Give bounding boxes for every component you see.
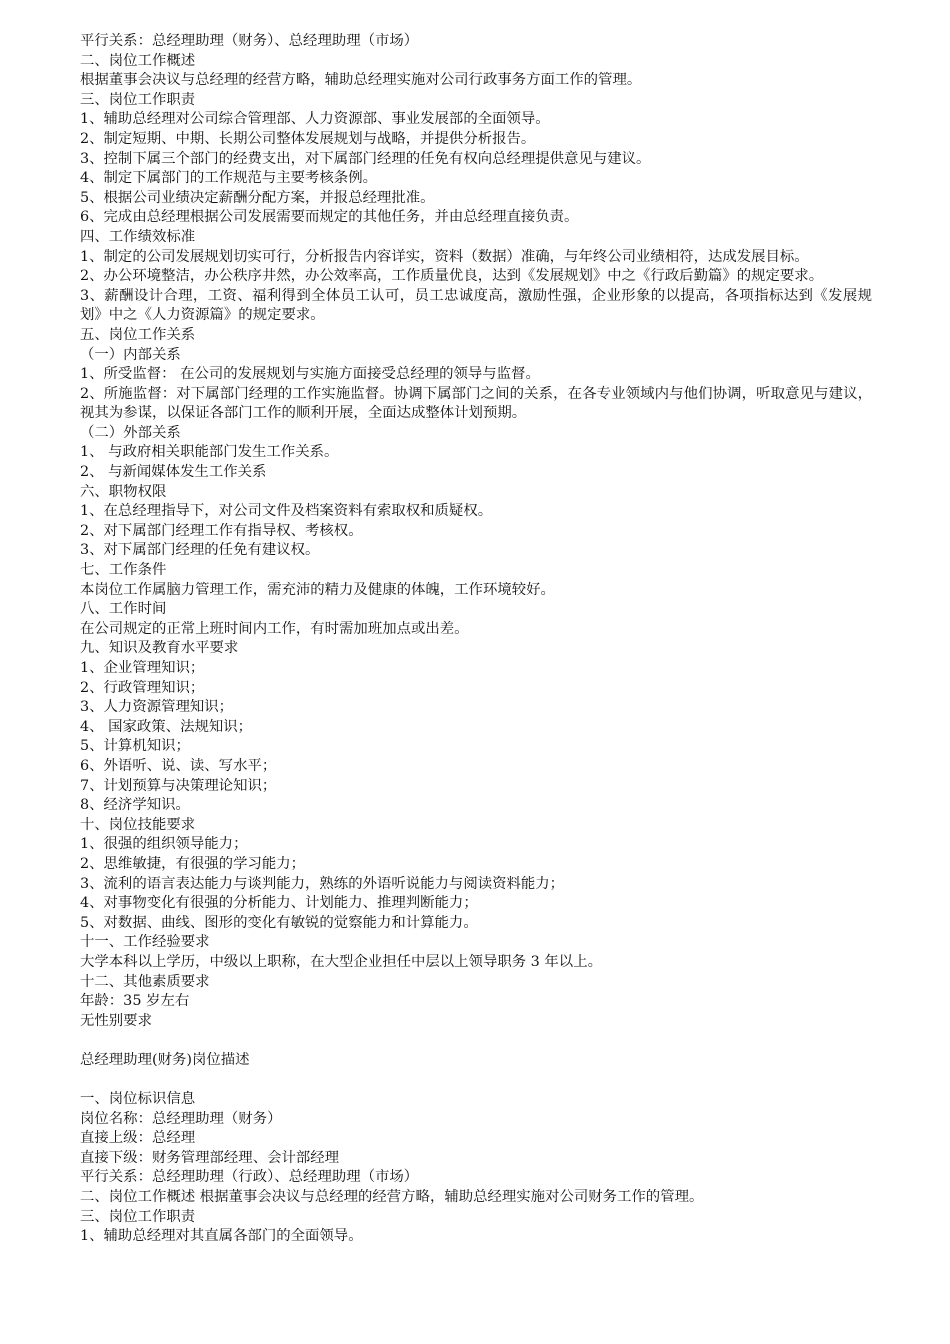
text-line: 3、对下属部门经理的任免有建议权。 <box>80 542 320 559</box>
text-line: 2、办公环境整洁，办公秩序井然，办公效率高，工作质量优良，达到《发展规划》中之《行政后勤篇》的规定要求。 <box>80 268 824 285</box>
text-line: 直接下级：财务管理部经理、会计部经理 <box>80 1149 340 1166</box>
text-line: 岗位名称：总经理助理（财务） <box>80 1110 282 1127</box>
text-line: 无性别要求 <box>80 1012 152 1029</box>
text-line <box>80 1070 872 1090</box>
text-line: 六、职物权限 <box>80 483 167 500</box>
text-line: 平行关系：总经理助理（行政）、总经理助理（市场） <box>80 1169 419 1186</box>
text-line: 3、薪酬设计合理，工资、福利得到全体员工认可，员工忠诚度高，激励性强，企业形象的以提高，各项指标达到《发展规划》中之《人力资源篇》的规定要求。 <box>80 287 872 324</box>
text-line: 十、岗位技能要求 <box>80 816 196 833</box>
text-line: 4、对事物变化有很强的分析能力、计划能力、推理判断能力； <box>80 895 478 912</box>
text-line: 总经理助理(财务)岗位描述 <box>80 1051 250 1068</box>
text-line: 4、制定下属部门的工作规范与主要考核条例。 <box>80 170 377 187</box>
text-line: （一）内部关系 <box>80 346 181 363</box>
text-line: 5、计算机知识； <box>80 738 190 755</box>
text-line: 4、 国家政策、法规知识； <box>80 718 253 735</box>
text-line: 1、在总经理指导下，对公司文件及档案资料有索取权和质疑权。 <box>80 503 493 520</box>
text-line <box>80 1031 872 1051</box>
text-line: 五、岗位工作关系 <box>80 326 196 343</box>
text-line: 6、完成由总经理根据公司发展需要而规定的其他任务，并由总经理直接负责。 <box>80 209 579 226</box>
text-line: 6、外语听、说、读、写水平； <box>80 757 277 774</box>
text-line: 本岗位工作属脑力管理工作，需充沛的精力及健康的体魄，工作环境较好。 <box>80 581 555 598</box>
text-line: 8、经济学知识。 <box>80 797 190 814</box>
text-line: 1、很强的组织领导能力； <box>80 836 248 853</box>
text-line: 根据董事会决议与总经理的经营方略，辅助总经理实施对公司行政事务方面工作的管理。 <box>80 72 642 89</box>
text-line: 2、 与新闻媒体发生工作关系 <box>80 464 267 481</box>
text-line: 1、 与政府相关职能部门发生工作关系。 <box>80 444 339 461</box>
text-line: 1、制定的公司发展规划切实可行，分析报告内容详实，资料（数据）准确，与年终公司业绩相符，达成发展目标。 <box>80 248 809 265</box>
text-line: 3、人力资源管理知识； <box>80 699 234 716</box>
text-line: 一、岗位标识信息 <box>80 1091 196 1108</box>
text-line: 2、制定短期、中期、长期公司整体发展规划与战略，并提供分析报告。 <box>80 130 536 147</box>
text-line: 十一、工作经验要求 <box>80 934 210 951</box>
text-line: 3、流利的语言表达能力与谈判能力，熟练的外语听说能力与阅读资料能力； <box>80 875 565 892</box>
text-line: 2、所施监督：对下属部门经理的工作实施监督。协调下属部门之间的关系，在各专业领域内与他们协调，听取意见与建议，视其为参谋，以保证各部门工作的顺利开展，全面达成整体计划预期。 <box>80 385 872 422</box>
text-line: 四、工作绩效标准 <box>80 228 196 245</box>
text-line: 3、控制下属三个部门的经费支出，对下属部门经理的任免有权向总经理提供意见与建议。 <box>80 150 651 167</box>
text-line: 十二、其他素质要求 <box>80 973 210 990</box>
text-line: 直接上级：总经理 <box>80 1130 196 1147</box>
text-line: 5、根据公司业绩决定薪酬分配方案，并报总经理批准。 <box>80 189 435 206</box>
text-line: 七、工作条件 <box>80 562 167 579</box>
text-line: 三、岗位工作职责 <box>80 91 196 108</box>
text-line: 2、思维敏捷，有很强的学习能力； <box>80 855 306 872</box>
text-line: 三、岗位工作职责 <box>80 1208 196 1225</box>
text-line: 二、岗位工作概述 <box>80 52 196 69</box>
text-line: 1、辅助总经理对公司综合管理部、人力资源部、事业发展部的全面领导。 <box>80 111 550 128</box>
text-line: （二）外部关系 <box>80 424 181 441</box>
text-line: 1、辅助总经理对其直属各部门的全面领导。 <box>80 1228 363 1245</box>
text-line: 2、对下属部门经理工作有指导权、考核权。 <box>80 522 363 539</box>
text-line: 1、所受监督： 在公司的发展规划与实施方面接受总经理的领导与监督。 <box>80 366 540 383</box>
text-line: 2、行政管理知识； <box>80 679 205 696</box>
text-line: 八、工作时间 <box>80 601 167 618</box>
text-line: 7、计划预算与决策理论知识； <box>80 777 277 794</box>
text-line: 在公司规定的正常上班时间内工作，有时需加班加点或出差。 <box>80 620 469 637</box>
text-line: 九、知识及教育水平要求 <box>80 640 239 657</box>
text-line: 5、对数据、曲线、图形的变化有敏锐的觉察能力和计算能力。 <box>80 914 478 931</box>
text-line: 二、岗位工作概述 根据董事会决议与总经理的经营方略，辅助总经理实施对公司财务工作的管理。 <box>80 1189 704 1206</box>
document-body <box>80 32 872 1247</box>
text-line: 1、企业管理知识； <box>80 660 205 676</box>
text-line: 大学本科以上学历，中级以上职称，在大型企业担任中层以上领导职务 3 年以上。 <box>80 953 602 970</box>
text-line: 年龄：35 岁左右 <box>80 993 190 1010</box>
text-line: 平行关系：总经理助理（财务）、总经理助理（市场） <box>80 33 419 49</box>
